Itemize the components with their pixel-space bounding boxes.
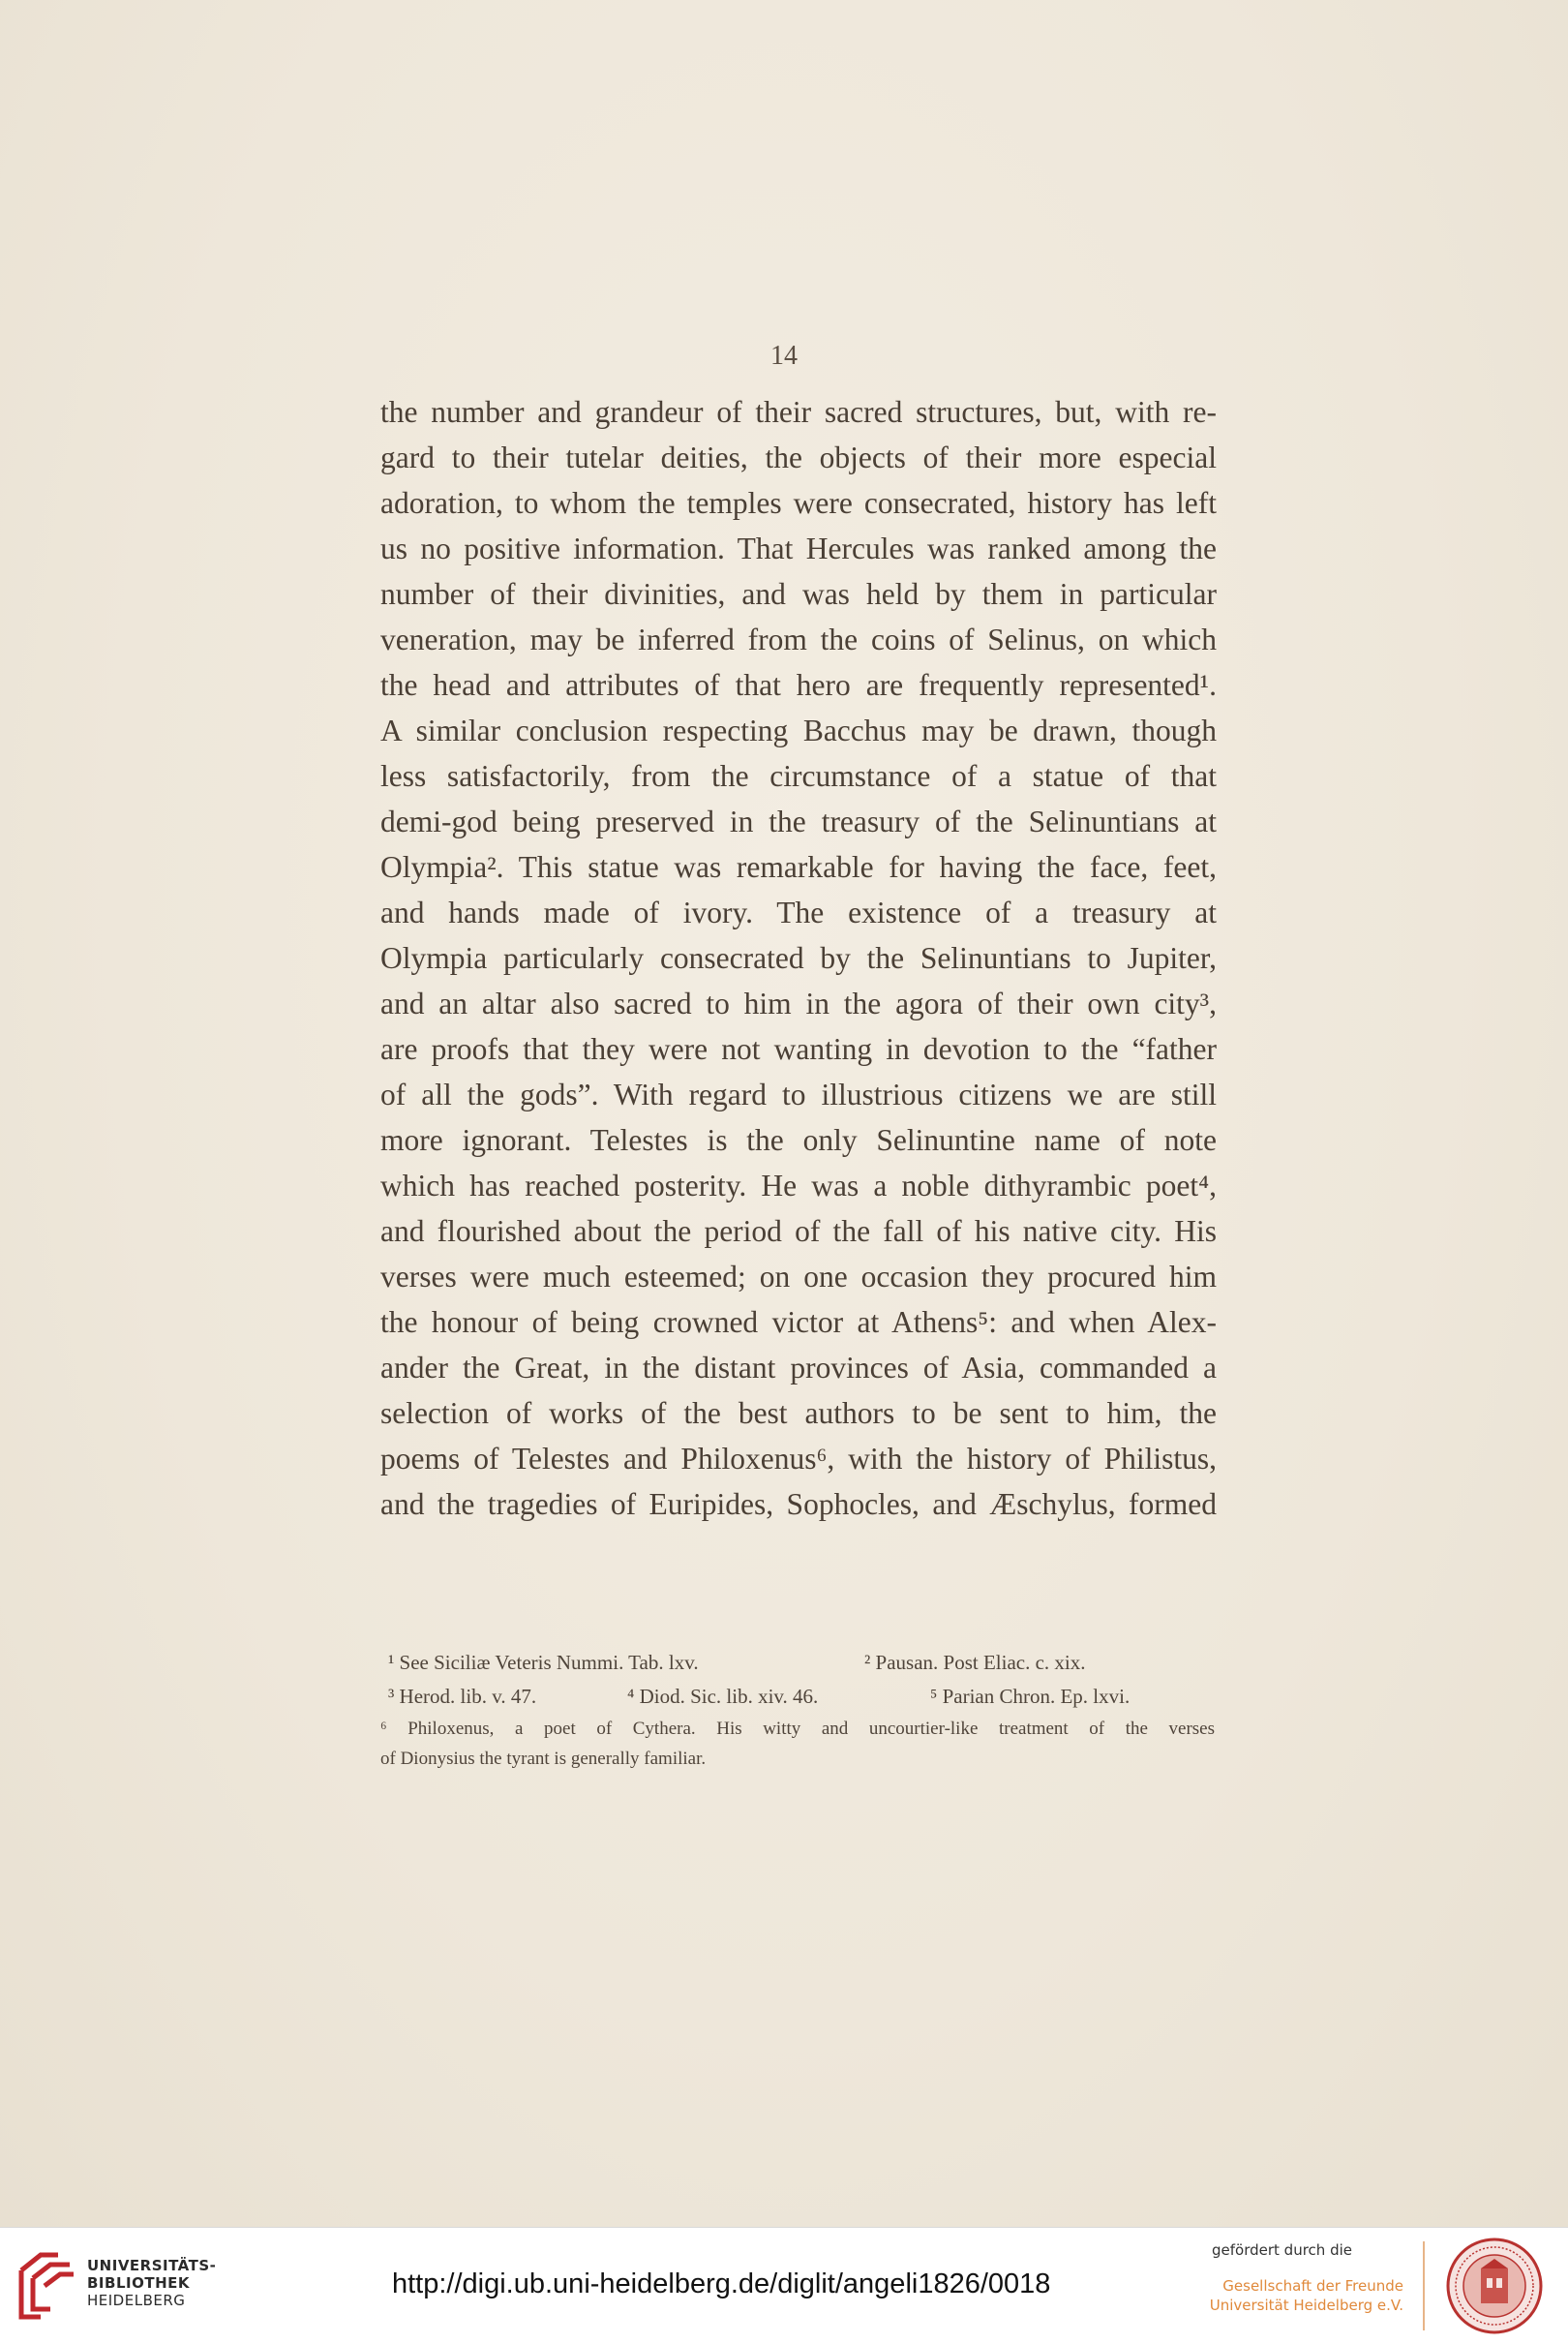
library-name [87, 2257, 216, 2309]
text-line: poems of Telestes and Philoxenus⁶, with the history of Philistus, [380, 1442, 1217, 1476]
text-line: less satisfactorily, from the circumstance of a statue of that [380, 759, 1217, 793]
text-line: and an altar also sacred to him in the agora of their own city³, [380, 987, 1217, 1020]
text-line: are proofs that they were not wanting in devotion to the “father [380, 1032, 1217, 1066]
footnote-1: ¹ See Siciliæ Veteris Nummi. Tab. lxv. [388, 1651, 699, 1674]
text-line: and flourished about the period of the fall of his native city. His [380, 1214, 1217, 1248]
sponsor-label: gefördert durch die [1212, 2241, 1352, 2259]
footer-divider [1423, 2241, 1425, 2330]
text-line: and the tragedies of Euripides, Sophocles, and Æschylus, formed [380, 1487, 1217, 1521]
text-line: veneration, may be inferred from the coins of Selinus, on which [380, 623, 1217, 656]
sponsor-name-line: Gesellschaft der Freunde [1222, 2277, 1403, 2295]
text-line: and hands made of ivory. The existence of a treasury at [380, 896, 1217, 929]
footnote-6-continued: of Dionysius the tyrant is generally familiar. [380, 1749, 707, 1769]
footnote-6: ⁶ Philoxenus, a poet of Cythera. His witty and uncourtier-like treatment of the verses [380, 1719, 1215, 1739]
text-line: number of their divinities, and was held by them in particular [380, 577, 1217, 611]
text-line: adoration, to whom the temples were consecrated, history has left [380, 486, 1217, 520]
library-name-line: UNIVERSITÄTS- [87, 2257, 217, 2274]
text-line: the number and grandeur of their sacred structures, but, with re- [380, 395, 1217, 429]
footnote-2: ² Pausan. Post Eliac. c. xix. [864, 1651, 1086, 1674]
text-line: ander the Great, in the distant provinces of Asia, commanded a [380, 1351, 1217, 1385]
footnote-3: ³ Herod. lib. v. 47. [388, 1685, 537, 1708]
text-line: the honour of being crowned victor at Athens⁵: and when Alex- [380, 1305, 1217, 1339]
text-line: gard to their tutelar deities, the objects of their more especial [380, 441, 1217, 474]
text-line: A similar conclusion respecting Bacchus may be drawn, though [380, 714, 1217, 747]
library-name-line: HEIDELBERG [87, 2292, 186, 2309]
text-line: verses were much esteemed; on one occasion they procured him [380, 1260, 1217, 1294]
text-line: selection of works of the best authors to be sent to him, the [380, 1396, 1217, 1430]
footnote-5: ⁵ Parian Chron. Ep. lxvi. [930, 1685, 1131, 1708]
footnote-4: ⁴ Diod. Sic. lib. xiv. 46. [627, 1685, 819, 1708]
university-seal-icon [1436, 2236, 1553, 2336]
text-line: more ignorant. Telestes is the only Selinuntine name of note [380, 1123, 1217, 1157]
text-line: which has reached posterity. He was a noble dithyrambic poet⁴, [380, 1169, 1217, 1202]
viewer-footer [0, 2227, 1568, 2344]
body-text [380, 389, 1217, 1527]
sponsor-name[interactable] [1210, 2276, 1403, 2315]
text-line: of all the gods”. With regard to illustrious citizens we are still [380, 1078, 1217, 1111]
permalink-url[interactable]: http://digi.ub.uni-heidelberg.de/diglit/angeli1826/0018 [392, 2268, 1051, 2299]
library-name-line: BIBLIOTHEK [87, 2274, 190, 2292]
text-line: demi-god being preserved in the treasury of the Selinuntians at [380, 805, 1217, 838]
footnotes [380, 1646, 1215, 1774]
text-line: the head and attributes of that hero are frequently represented¹. [380, 668, 1217, 702]
footnote-row [380, 1646, 1215, 1680]
text-line: Olympia². This statue was remarkable for having the face, feet, [380, 850, 1217, 884]
sponsor-name-line: Universität Heidelberg e.V. [1209, 2297, 1403, 2314]
text-line: us no positive information. That Hercules was ranked among the [380, 532, 1217, 565]
text-line: Olympia particularly consecrated by the Selinuntians to Jupiter, [380, 941, 1217, 975]
university-library-logo-icon[interactable] [15, 2249, 79, 2323]
page-number: 14 [770, 341, 798, 371]
footnote-row [380, 1680, 1215, 1714]
